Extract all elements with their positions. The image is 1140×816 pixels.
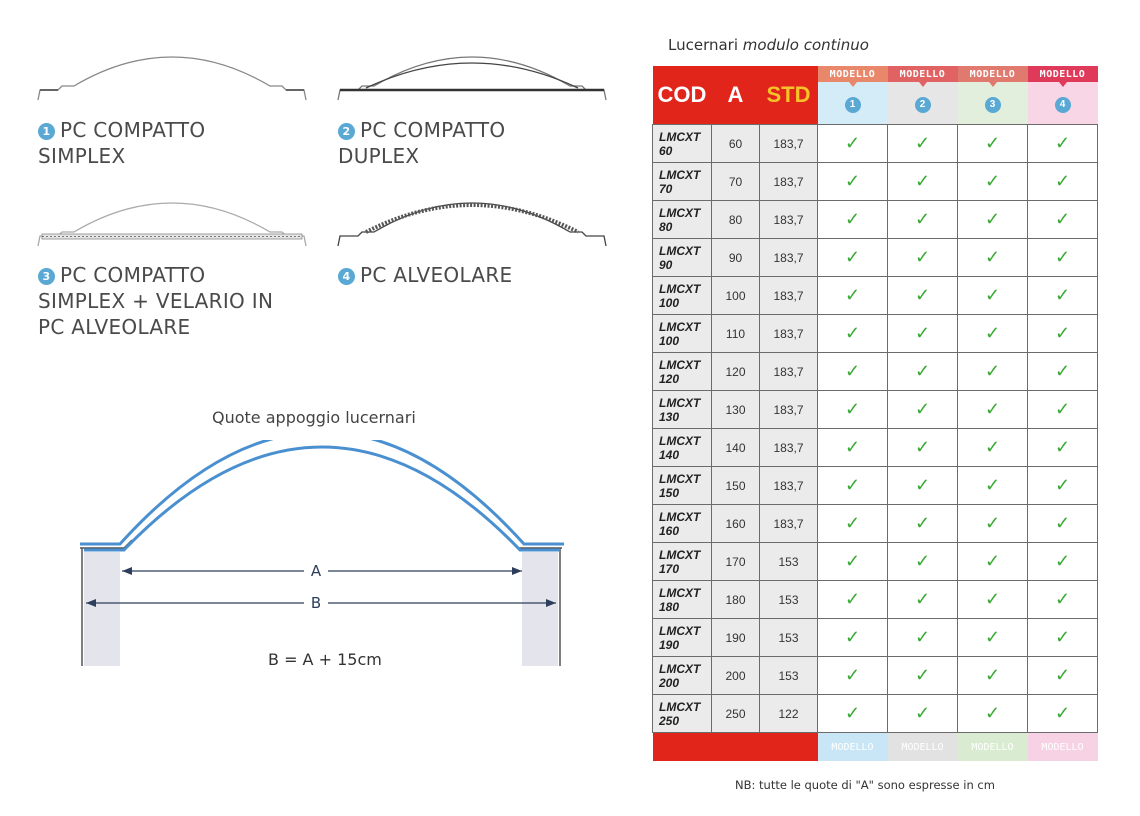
cell-model-1	[818, 201, 888, 239]
cell-model-4	[1028, 315, 1098, 353]
cell-std: 183,7	[760, 163, 818, 201]
cell-model-1	[818, 315, 888, 353]
number-badge-icon: 1	[845, 97, 861, 113]
cell-cod: LMCXT 90	[653, 239, 712, 277]
check-icon: ✓	[914, 627, 931, 647]
table-row	[653, 581, 1098, 619]
cell-a: 250	[712, 695, 760, 733]
cell-model-4	[1028, 163, 1098, 201]
cell-cod: LMCXT 100	[653, 277, 712, 315]
profile-3-diagram	[36, 186, 308, 248]
check-icon: ✓	[844, 665, 861, 685]
cell-cod: LMCXT 60	[653, 125, 712, 163]
table-row	[653, 505, 1098, 543]
check-icon: ✓	[914, 399, 931, 419]
check-icon: ✓	[844, 589, 861, 609]
check-icon: ✓	[984, 323, 1001, 343]
check-icon: ✓	[984, 133, 1001, 153]
check-icon: ✓	[844, 627, 861, 647]
check-icon: ✓	[914, 209, 931, 229]
table-row	[653, 315, 1098, 353]
check-icon: ✓	[844, 437, 861, 457]
model-header-1: MODELLO	[818, 66, 888, 82]
support-dimensions-diagram	[72, 440, 572, 670]
check-icon: ✓	[1054, 665, 1071, 685]
check-icon: ✓	[984, 589, 1001, 609]
cell-model-2	[888, 695, 958, 733]
cell-model-3	[958, 543, 1028, 581]
cell-cod: LMCXT 120	[653, 353, 712, 391]
profile-1-line2: SIMPLEX	[38, 144, 126, 168]
profile-3-line2: SIMPLEX + VELARIO IN	[38, 289, 274, 313]
cell-std: 153	[760, 581, 818, 619]
check-icon: ✓	[914, 665, 931, 685]
profile-1-label	[38, 117, 205, 169]
profile-3-line1: PC COMPATTO	[60, 263, 206, 287]
cell-std: 183,7	[760, 505, 818, 543]
check-icon: ✓	[1054, 171, 1071, 191]
cell-model-2	[888, 201, 958, 239]
table-row	[653, 391, 1098, 429]
check-icon: ✓	[914, 551, 931, 571]
check-icon: ✓	[844, 513, 861, 533]
cell-cod: LMCXT 70	[653, 163, 712, 201]
number-badge-icon: 1	[38, 123, 55, 140]
cell-model-1	[818, 505, 888, 543]
check-icon: ✓	[1054, 247, 1071, 267]
check-icon: ✓	[1054, 133, 1071, 153]
cell-model-3	[958, 467, 1028, 505]
cell-std: 183,7	[760, 429, 818, 467]
model-num-4	[1028, 82, 1098, 125]
cell-model-1	[818, 277, 888, 315]
table-row	[653, 277, 1098, 315]
profile-3-line3: PC ALVEOLARE	[38, 315, 191, 339]
check-icon: ✓	[984, 551, 1001, 571]
cell-a: 90	[712, 239, 760, 277]
cell-model-2	[888, 125, 958, 163]
check-icon: ✓	[984, 437, 1001, 457]
dimension-a	[122, 561, 522, 581]
profile-3-label	[38, 262, 273, 340]
table-row	[653, 353, 1098, 391]
footer-model-1: MODELLO	[818, 733, 888, 762]
check-icon: ✓	[844, 285, 861, 305]
model-header-4: MODELLO	[1028, 66, 1098, 82]
check-icon: ✓	[984, 627, 1001, 647]
check-icon: ✓	[844, 475, 861, 495]
cell-cod: LMCXT 190	[653, 619, 712, 657]
cell-model-3	[958, 695, 1028, 733]
number-badge-icon: 4	[338, 268, 355, 285]
cell-cod: LMCXT 80	[653, 201, 712, 239]
cell-model-2	[888, 315, 958, 353]
check-icon: ✓	[1054, 475, 1071, 495]
cell-a: 80	[712, 201, 760, 239]
table-row	[653, 163, 1098, 201]
cell-model-3	[958, 581, 1028, 619]
check-icon: ✓	[1054, 399, 1071, 419]
cell-model-2	[888, 391, 958, 429]
cell-model-1	[818, 695, 888, 733]
cell-a: 120	[712, 353, 760, 391]
check-icon: ✓	[1054, 285, 1071, 305]
cell-model-1	[818, 581, 888, 619]
check-icon: ✓	[1054, 361, 1071, 381]
cell-model-2	[888, 277, 958, 315]
header-std: STD	[760, 66, 818, 125]
cell-model-4	[1028, 353, 1098, 391]
cell-model-3	[958, 505, 1028, 543]
model-num-2	[888, 82, 958, 125]
check-icon: ✓	[914, 437, 931, 457]
check-icon: ✓	[1054, 627, 1071, 647]
cell-model-3	[958, 657, 1028, 695]
model-num-1	[818, 82, 888, 125]
cell-model-2	[888, 163, 958, 201]
check-icon: ✓	[1054, 513, 1071, 533]
cell-model-4	[1028, 125, 1098, 163]
cell-cod: LMCXT 150	[653, 467, 712, 505]
check-icon: ✓	[984, 703, 1001, 723]
check-icon: ✓	[1054, 589, 1071, 609]
check-icon: ✓	[984, 285, 1001, 305]
check-icon: ✓	[844, 171, 861, 191]
cell-model-4	[1028, 277, 1098, 315]
cell-a: 200	[712, 657, 760, 695]
model-header-3: MODELLO	[958, 66, 1028, 82]
cell-model-1	[818, 657, 888, 695]
check-icon: ✓	[984, 513, 1001, 533]
cell-cod: LMCXT 130	[653, 391, 712, 429]
cell-cod: LMCXT 200	[653, 657, 712, 695]
check-icon: ✓	[914, 133, 931, 153]
cell-a: 150	[712, 467, 760, 505]
cell-model-3	[958, 163, 1028, 201]
model-header-2: MODELLO	[888, 66, 958, 82]
model-num-3	[958, 82, 1028, 125]
label-a: A	[310, 562, 322, 580]
cell-a: 130	[712, 391, 760, 429]
dimension-b	[86, 593, 556, 613]
check-icon: ✓	[844, 703, 861, 723]
cell-a: 170	[712, 543, 760, 581]
number-badge-icon: 4	[1055, 97, 1071, 113]
cell-a: 190	[712, 619, 760, 657]
footer-model-4: MODELLO	[1028, 733, 1098, 762]
cell-cod: LMCXT 140	[653, 429, 712, 467]
profile-1-line1: PC COMPATTO	[60, 118, 206, 142]
check-icon: ✓	[984, 209, 1001, 229]
cell-model-1	[818, 543, 888, 581]
cell-std: 153	[760, 619, 818, 657]
cell-model-2	[888, 239, 958, 277]
check-icon: ✓	[1054, 323, 1071, 343]
cell-model-1	[818, 163, 888, 201]
check-icon: ✓	[984, 247, 1001, 267]
footer-model-3: MODELLO	[958, 733, 1028, 762]
cell-model-4	[1028, 581, 1098, 619]
cell-model-3	[958, 315, 1028, 353]
cell-model-1	[818, 391, 888, 429]
cell-cod: LMCXT 160	[653, 505, 712, 543]
check-icon: ✓	[914, 285, 931, 305]
cell-model-3	[958, 619, 1028, 657]
check-icon: ✓	[984, 171, 1001, 191]
table-row	[653, 657, 1098, 695]
number-badge-icon: 2	[915, 97, 931, 113]
cell-a: 180	[712, 581, 760, 619]
check-icon: ✓	[914, 171, 931, 191]
table-row	[653, 467, 1098, 505]
check-icon: ✓	[914, 247, 931, 267]
cell-std: 183,7	[760, 315, 818, 353]
cell-cod: LMCXT 170	[653, 543, 712, 581]
cell-model-2	[888, 543, 958, 581]
check-icon: ✓	[844, 551, 861, 571]
profile-2-line1: PC COMPATTO	[360, 118, 506, 142]
cell-std: 122	[760, 695, 818, 733]
check-icon: ✓	[914, 323, 931, 343]
product-table	[652, 66, 1098, 761]
table-title-main: Lucernari	[668, 36, 739, 54]
check-icon: ✓	[844, 133, 861, 153]
number-badge-icon: 2	[338, 123, 355, 140]
check-icon: ✓	[914, 703, 931, 723]
check-icon: ✓	[984, 399, 1001, 419]
cell-a: 100	[712, 277, 760, 315]
check-icon: ✓	[844, 361, 861, 381]
cell-model-1	[818, 125, 888, 163]
cell-model-3	[958, 201, 1028, 239]
check-icon: ✓	[1054, 551, 1071, 571]
check-icon: ✓	[1054, 437, 1071, 457]
cell-model-4	[1028, 505, 1098, 543]
check-icon: ✓	[1054, 703, 1071, 723]
cell-model-4	[1028, 619, 1098, 657]
profile-2-line2: DUPLEX	[338, 144, 420, 168]
cell-model-4	[1028, 657, 1098, 695]
cell-a: 160	[712, 505, 760, 543]
footer-red-band	[653, 733, 818, 762]
cell-cod: LMCXT 250	[653, 695, 712, 733]
cell-std: 183,7	[760, 201, 818, 239]
cell-model-2	[888, 581, 958, 619]
cell-model-1	[818, 239, 888, 277]
footer-model-2: MODELLO	[888, 733, 958, 762]
cell-model-4	[1028, 695, 1098, 733]
cell-model-1	[818, 619, 888, 657]
cell-model-2	[888, 467, 958, 505]
cell-model-4	[1028, 543, 1098, 581]
cell-model-1	[818, 429, 888, 467]
label-b: B	[310, 594, 322, 612]
formula: B = A + 15cm	[268, 650, 382, 669]
check-icon: ✓	[984, 665, 1001, 685]
cell-a: 60	[712, 125, 760, 163]
profile-2-label	[338, 117, 505, 169]
table-title-italic: modulo continuo	[742, 36, 869, 54]
number-badge-icon: 3	[985, 97, 1001, 113]
diagram-title: Quote appoggio lucernari	[212, 408, 416, 427]
cell-model-3	[958, 353, 1028, 391]
check-icon: ✓	[914, 589, 931, 609]
cell-model-4	[1028, 429, 1098, 467]
cell-std: 183,7	[760, 277, 818, 315]
cell-model-2	[888, 657, 958, 695]
check-icon: ✓	[914, 361, 931, 381]
check-icon: ✓	[914, 513, 931, 533]
cell-model-3	[958, 391, 1028, 429]
table-row	[653, 201, 1098, 239]
table-title	[668, 36, 869, 54]
header-a: A	[712, 66, 760, 125]
cell-model-3	[958, 429, 1028, 467]
cell-model-2	[888, 505, 958, 543]
check-icon: ✓	[844, 323, 861, 343]
cell-cod: LMCXT 100	[653, 315, 712, 353]
cell-std: 183,7	[760, 391, 818, 429]
cell-std: 153	[760, 657, 818, 695]
profile-1-diagram	[36, 40, 308, 102]
cell-std: 183,7	[760, 239, 818, 277]
profile-4-line1: PC ALVEOLARE	[360, 263, 513, 287]
check-icon: ✓	[844, 399, 861, 419]
table-row	[653, 125, 1098, 163]
check-icon: ✓	[984, 361, 1001, 381]
table-row	[653, 429, 1098, 467]
cell-model-4	[1028, 391, 1098, 429]
check-icon: ✓	[914, 475, 931, 495]
cell-model-2	[888, 429, 958, 467]
cell-model-1	[818, 467, 888, 505]
check-icon: ✓	[844, 247, 861, 267]
check-icon: ✓	[984, 475, 1001, 495]
cell-std: 153	[760, 543, 818, 581]
cell-model-2	[888, 619, 958, 657]
cell-std: 183,7	[760, 467, 818, 505]
table-row	[653, 239, 1098, 277]
header-cod: COD	[653, 66, 712, 125]
profile-4-diagram	[336, 186, 608, 248]
profile-4-label	[338, 262, 513, 288]
profile-2-diagram	[336, 40, 608, 102]
cell-model-4	[1028, 201, 1098, 239]
table-row	[653, 619, 1098, 657]
table-note: NB: tutte le quote di "A" sono espresse in cm	[735, 778, 995, 792]
check-icon: ✓	[1054, 209, 1071, 229]
check-icon: ✓	[844, 209, 861, 229]
table-row	[653, 695, 1098, 733]
cell-model-1	[818, 353, 888, 391]
table-row	[653, 543, 1098, 581]
cell-std: 183,7	[760, 125, 818, 163]
number-badge-icon: 3	[38, 268, 55, 285]
cell-std: 183,7	[760, 353, 818, 391]
cell-model-3	[958, 277, 1028, 315]
cell-model-3	[958, 125, 1028, 163]
cell-cod: LMCXT 180	[653, 581, 712, 619]
cell-model-4	[1028, 239, 1098, 277]
cell-a: 70	[712, 163, 760, 201]
cell-model-4	[1028, 467, 1098, 505]
cell-a: 140	[712, 429, 760, 467]
cell-a: 110	[712, 315, 760, 353]
cell-model-3	[958, 239, 1028, 277]
cell-model-2	[888, 353, 958, 391]
